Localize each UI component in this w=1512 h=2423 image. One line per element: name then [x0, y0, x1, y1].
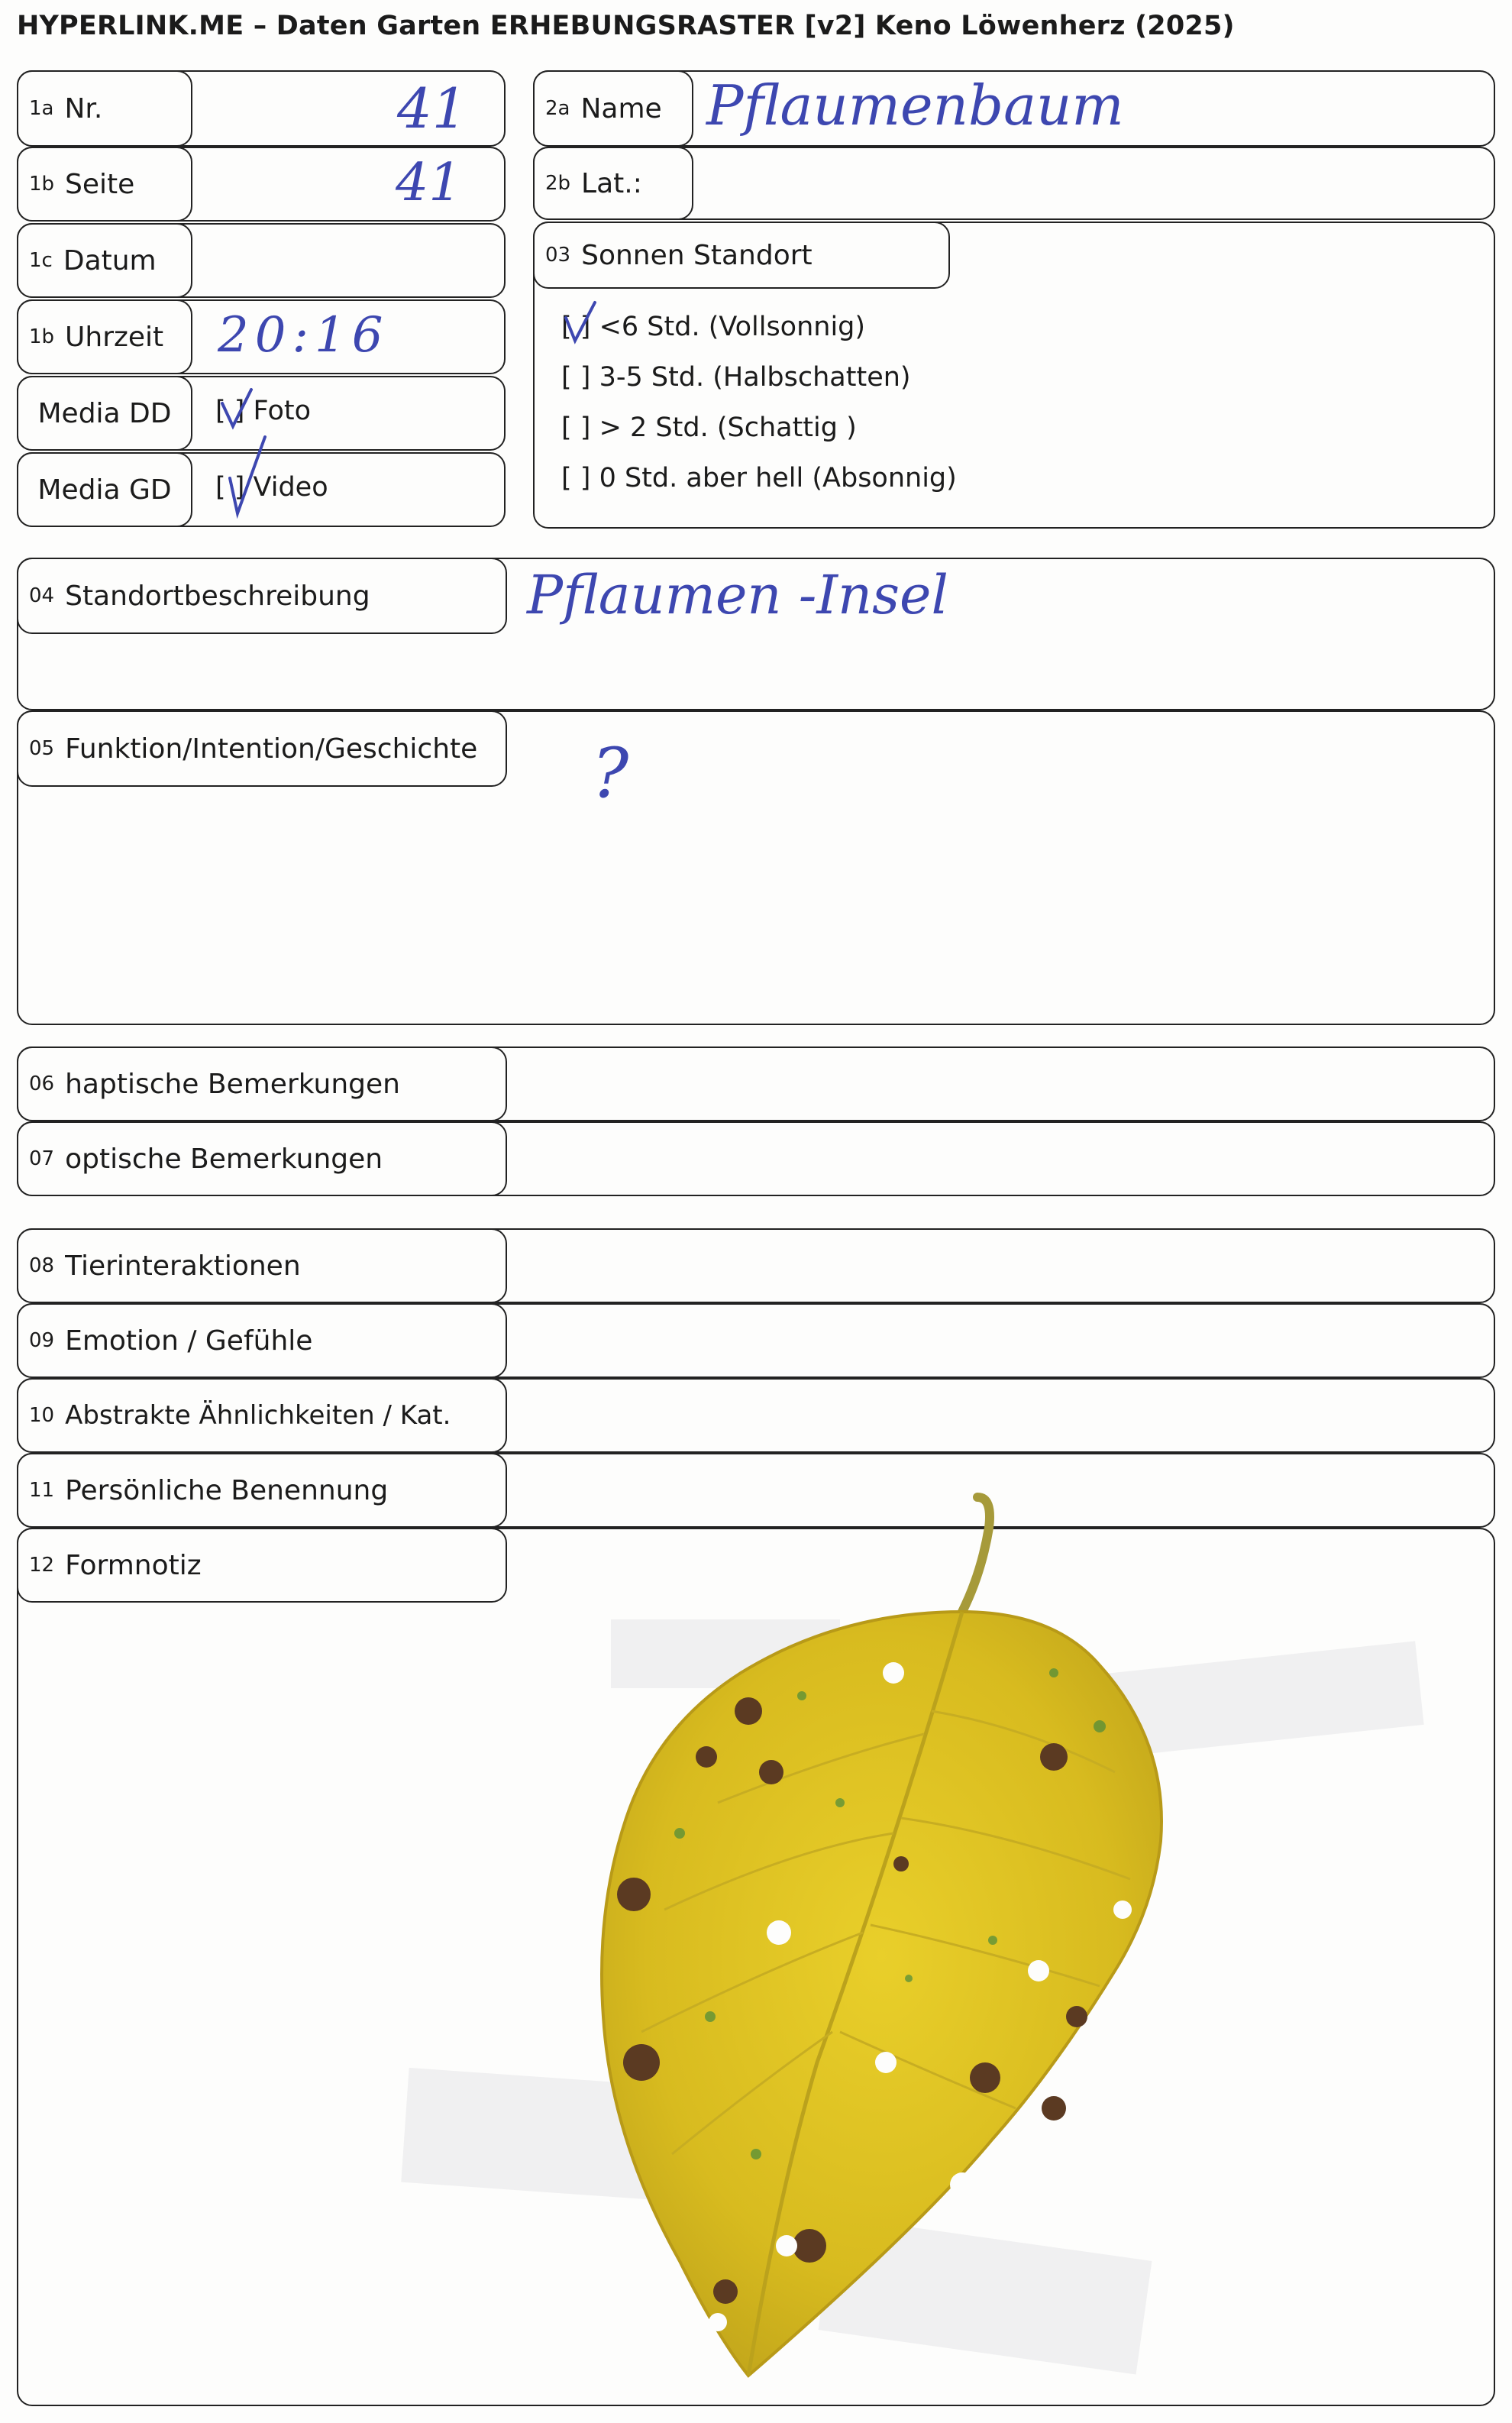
optisch-label: optische Bemerkungen	[65, 1143, 383, 1175]
abstrakt-label-box	[17, 1378, 507, 1453]
name-label-box	[533, 70, 693, 147]
funktion-code: 05	[29, 737, 55, 760]
media-gd-checkmark	[225, 434, 271, 519]
formnotiz-label: Formnotiz	[65, 1549, 202, 1581]
sonnen-option-3-bracket: [ ]	[561, 412, 591, 443]
emotion-code: 09	[29, 1329, 55, 1352]
standort-label: Standortbeschreibung	[65, 580, 370, 612]
nr-label-box	[17, 70, 192, 147]
sonnen-option-3-text: > 2 Std. (Schattig )	[599, 412, 857, 443]
sonnen-option-1[interactable]	[561, 312, 865, 342]
sonnen-option-2-bracket: [ ]	[561, 362, 591, 393]
nr-value: 41	[397, 76, 467, 141]
lat-label: Lat.:	[581, 167, 642, 199]
name-label: Name	[580, 92, 662, 125]
formnotiz-label-box	[17, 1528, 507, 1603]
standort-code: 04	[29, 584, 55, 607]
name-code: 2a	[545, 97, 570, 120]
standort-value: Pflaumen -Insel	[527, 564, 948, 626]
media-dd-label-box	[17, 376, 192, 451]
funktion-label-box	[17, 710, 507, 787]
sonnen-option-4[interactable]	[561, 463, 957, 493]
formnotiz-code: 12	[29, 1554, 55, 1577]
sonnen-option-4-text: 0 Std. aber hell (Absonnig)	[599, 463, 957, 493]
emotion-label: Emotion / Gefühle	[65, 1325, 313, 1357]
standort-label-box	[17, 558, 507, 634]
sonnen-option-3[interactable]	[561, 412, 857, 443]
datum-label-box	[17, 223, 192, 298]
media-gd-option[interactable]: [ ] Video	[215, 472, 328, 503]
seite-value: 41	[396, 153, 462, 213]
abstrakt-code: 10	[29, 1404, 55, 1427]
seite-label-box	[17, 147, 192, 222]
sonnen-option-2-text: 3-5 Std. (Halbschatten)	[599, 362, 911, 393]
haptisch-label: haptische Bemerkungen	[65, 1068, 400, 1100]
uhrzeit-value: 20:16	[218, 307, 389, 364]
seite-code: 1b	[29, 173, 55, 196]
tier-label: Tierinteraktionen	[65, 1250, 301, 1282]
benennung-code: 11	[29, 1479, 55, 1502]
abstrakt-label: Abstrakte Ähnlichkeiten / Kat.	[65, 1400, 451, 1431]
haptisch-code: 06	[29, 1072, 55, 1095]
media-gd-label-box	[17, 452, 192, 527]
benennung-label-box	[17, 1453, 507, 1528]
media-dd-option[interactable]: [ ] Foto	[215, 396, 311, 426]
uhrzeit-label-box	[17, 299, 192, 374]
datum-label: Datum	[63, 244, 157, 277]
sonnen-option-1-bracket: [ ]	[561, 312, 591, 342]
tier-label-box	[17, 1228, 507, 1303]
leaf-image	[565, 1482, 1191, 2391]
sonnen-option-1-text: <6 Std. (Vollsonnig)	[599, 312, 866, 342]
nr-label: Nr.	[64, 92, 103, 125]
optisch-code: 07	[29, 1147, 55, 1170]
media-dd-label: Media DD	[37, 397, 172, 429]
datum-code: 1c	[29, 249, 53, 272]
haptisch-label-box	[17, 1047, 507, 1121]
sonnen-option-4-bracket: [ ]	[561, 463, 591, 493]
lat-code: 2b	[545, 172, 571, 195]
media-gd-label: Media GD	[37, 474, 172, 506]
funktion-label: Funktion/Intention/Geschichte	[65, 733, 478, 765]
optisch-label-box	[17, 1121, 507, 1196]
sonnen-code: 03	[545, 244, 571, 267]
tier-code: 08	[29, 1254, 55, 1277]
uhrzeit-code: 1b	[29, 325, 55, 348]
page-title: HYPERLINK.ME – Daten Garten ERHEBUNGSRASTER [v2] Keno Löwenherz (2025)	[17, 11, 1235, 41]
sonnen-label: Sonnen Standort	[581, 239, 813, 271]
sonnen-label-box	[533, 222, 950, 289]
benennung-label: Persönliche Benennung	[65, 1474, 389, 1506]
emotion-label-box	[17, 1303, 507, 1378]
name-value: Pflaumenbaum	[706, 73, 1124, 137]
uhrzeit-label: Uhrzeit	[65, 321, 164, 353]
sonnen-option-2[interactable]	[561, 362, 911, 393]
seite-label: Seite	[65, 168, 135, 200]
sonnen-option-1-checkmark	[561, 299, 599, 347]
media-dd-checkmark	[218, 387, 256, 432]
lat-label-box	[533, 147, 693, 220]
funktion-value: ?	[592, 733, 629, 814]
nr-code: 1a	[29, 97, 54, 120]
